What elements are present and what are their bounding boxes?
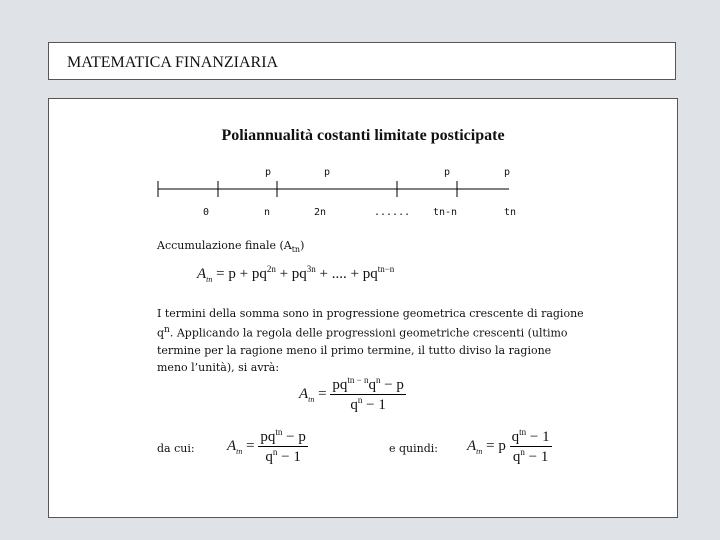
- slide-title: Poliannualità costanti limitate posticipate: [221, 127, 505, 144]
- payment-label: p: [265, 167, 272, 178]
- payment-label: p: [504, 167, 511, 178]
- explanation-paragraph: I termini della somma sono in progressione geometrica crescente di ragione $q^n$. Applicando la regola delle progressioni geometriche crescenti (ultimo termine per la ragione meno il primo termine, il tutto diviso la ragione meno l’unità), si avrà:: [157, 307, 584, 374]
- payment-label: p: [444, 167, 451, 178]
- formula-geometric-sum: $A_{tn}$ = $\frac{pq^{tn - n}q^n - p}{q^n - 1}$: [299, 375, 404, 413]
- e-quindi-label: e quindi:: [389, 442, 439, 455]
- header-bar: [48, 42, 676, 80]
- timeline-point: tn: [504, 207, 517, 218]
- header-title: MATEMATICA FINANZIARIA: [67, 54, 279, 71]
- formula-final: $A_{tn} = p$ $\frac{q^{tn} - 1}{q^n - 1}$: [467, 427, 550, 465]
- timeline-point: 2n: [314, 207, 327, 218]
- slide-panel: [48, 98, 678, 518]
- timeline-point: ......: [374, 207, 411, 218]
- accumulation-label: Accumulazione finale $(A_{tn})$: [157, 239, 305, 255]
- timeline: [49, 99, 679, 239]
- timeline-point: 0: [203, 207, 210, 218]
- da-cui-label: da cui:: [157, 442, 195, 455]
- timeline-point: n: [264, 207, 271, 218]
- timeline-point: tn-n: [433, 207, 458, 218]
- formula-accumulation-sum: $A_{tn} = p + pq^{2n} + pq^{3n}$ + .... + $pq^{tn-n}$: [197, 264, 395, 284]
- payment-label: p: [324, 167, 331, 178]
- formula-derived: $A_{tn}$ = $\frac{pq^{tn} - p}{q^n - 1}$: [227, 427, 306, 465]
